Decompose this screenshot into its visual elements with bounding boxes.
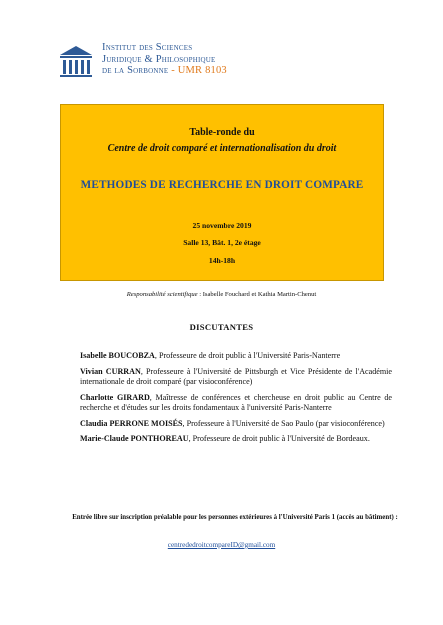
discutante-desc: , Professeure à l'Université de Sao Paulo (par visioconférence) [182,418,385,428]
list-item [80,351,392,361]
discutantes-heading: DISCUTANTES [189,322,254,332]
event-time: 14h-18h [208,256,236,265]
list-item [80,367,392,388]
event-room: Salle 13, Bât. 1, 2e étage [183,238,261,247]
list-item [80,419,392,429]
logo-line-3-umr: - UMR 8103 [168,65,227,76]
event-banner [60,104,384,281]
logo-line-3 [102,65,227,77]
discutante-name: Marie-Claude PONTHOREAU [80,434,189,444]
event-date: 25 novembre 2019 [192,221,252,230]
pillars-logo-icon [58,44,94,78]
discutantes-list [80,351,392,450]
logo-line-2: Juridique & Philosophique [102,53,216,65]
institute-logo [58,40,358,84]
responsibility-label: Responsabilité scientifique [126,291,198,298]
list-item [80,434,392,444]
discutante-name: Vivian CURRAN [80,366,141,376]
banner-topic: METHODES DE RECHERCHE EN DROIT COMPARE [80,179,364,191]
contact-email-link[interactable]: centrededroitcompareID@gmail.com [167,541,276,549]
logo-text [102,42,227,77]
discutante-desc: , Professeure à l'Université de Pittsburgh et Vice Présidente de l'Académie internationale de droit comparé (par visioconférence) [80,366,393,386]
discutante-desc: , Professeure de droit public à l'Université Paris-Nanterre [154,351,341,360]
list-item [80,393,392,414]
discutante-desc: , Maîtresse de conférences et chercheuse en droit public au Centre de recherche et d'études sur les droits fondamentaux à l'université Paris-Nanterre [80,392,393,412]
logo-line-1: Institut des Sciences [102,42,193,53]
logo-line-3-name: de la Sorbonne [102,65,169,76]
discutante-name: Claudia PERRONE MOISÉS [80,418,183,428]
banner-title: Table-ronde du [189,127,255,138]
discutante-desc: , Professeure de droit public à l'Université de Bordeaux. [188,434,370,444]
responsibility-value: : Isabelle Fouchard et Kathia Martin-Chenut [197,291,317,298]
banner-subtitle: Centre de droit comparé et internationalisation du droit [107,143,337,154]
registration-note: Entrée libre sur inscription préalable pour les personnes extérieures à l'Université Paris 1 (accès au bâtiment) : [72,514,398,521]
discutante-name: Charlotte GIRARD [80,392,150,402]
discutante-name: Isabelle BOUCOBZA [80,351,155,360]
scientific-responsibility [0,291,443,298]
